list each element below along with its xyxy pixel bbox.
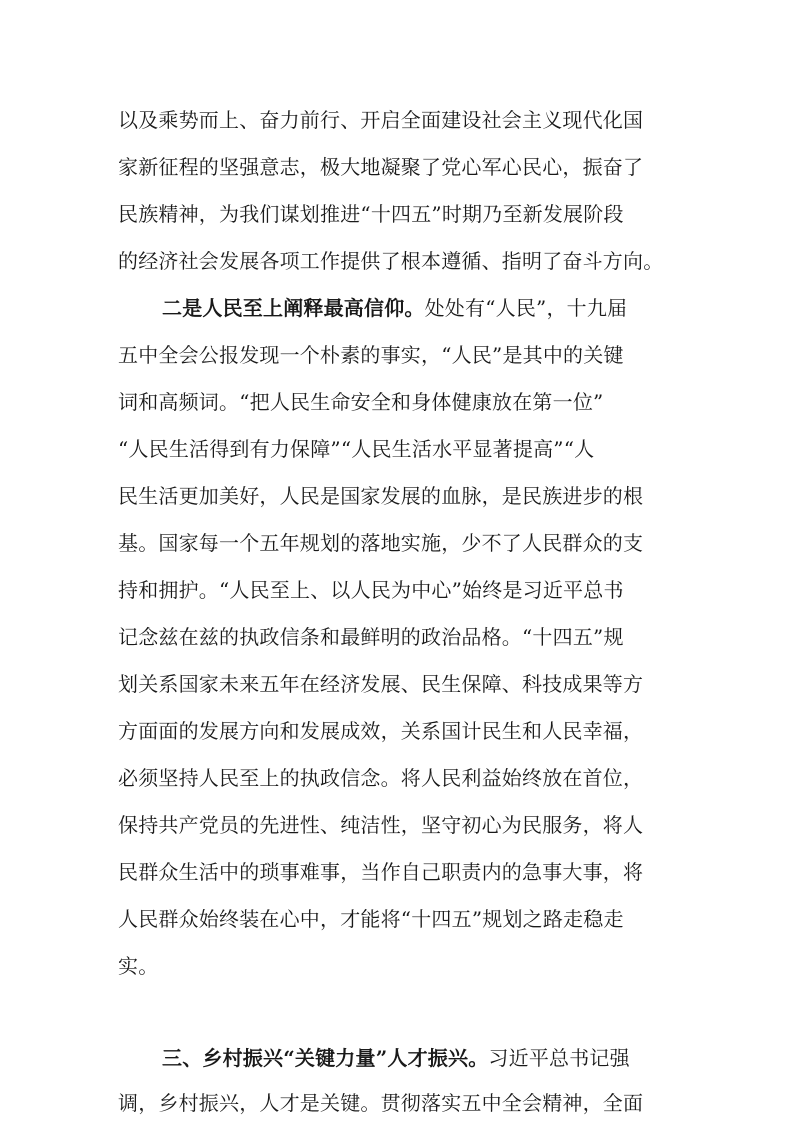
- paragraph-2-line-10: 方面面的发展方向和发展成效，关系国计民生和人民幸福，: [118, 719, 644, 743]
- paragraph-2-line-4: “人民生活得到有力保障”“人民生活水平显著提高”“人: [118, 437, 595, 461]
- paragraph-2-line-7: 持和拥护。“人民至上、以人民为中心”始终是习近平总书: [118, 578, 624, 602]
- paragraph-3-heading: 三、乡村振兴“关键力量”人才振兴。: [162, 1046, 489, 1070]
- paragraph-2-first-line: [162, 294, 688, 322]
- paragraph-2-line-13: 民群众生活中的琐事难事，当作自己职责内的急事大事，将: [118, 860, 644, 884]
- paragraph-2-line-9: 划关系国家未来五年在经济发展、民生保障、科技成果等方: [118, 672, 644, 696]
- paragraph-2-line-12: 保持共产党员的先进性、纯洁性，坚守初心为民服务，将人: [118, 813, 644, 837]
- paragraph-1-line-4: 的经济社会发展各项工作提供了根本遵循、指明了奋斗方向。: [118, 249, 664, 273]
- paragraph-2-line-5: 民生活更加美好，人民是国家发展的血脉，是民族进步的根: [118, 484, 644, 508]
- paragraph-2-heading: 二是人民至上阐释最高信仰。: [162, 296, 425, 320]
- paragraph-1-line-2: 家新征程的坚强意志，极大地凝聚了党心军心民心，振奋了: [118, 155, 644, 179]
- paragraph-2-line-14: 人民群众始终装在心中，才能将“十四五”规划之路走稳走: [118, 907, 624, 931]
- paragraph-2-first-line-text: 处处有“人民”，十九届: [424, 296, 628, 320]
- paragraph-2-line-11: 必须坚持人民至上的执政信念。将人民利益始终放在首位，: [118, 766, 644, 790]
- paragraph-2-line-3: 词和高频词。“把人民生命安全和身体健康放在第一位”: [118, 390, 604, 414]
- paragraph-2-line-8: 记念兹在兹的执政信条和最鲜明的政治品格。“十四五”规: [118, 625, 624, 649]
- paragraph-3-first-line-text: 习近平总书记强: [488, 1046, 630, 1070]
- paragraph-1-line-3: 民族精神，为我们谋划推进“十四五”时期乃至新发展阶段: [118, 202, 624, 226]
- paragraph-2-line-6: 基。国家每一个五年规划的落地实施，少不了人民群众的支: [118, 531, 644, 555]
- paragraph-2-line-2: 五中全会公报发现一个朴素的事实，“人民”是其中的关键: [118, 343, 624, 367]
- paragraph-3-first-line: [162, 1044, 688, 1072]
- paragraph-1-line-1: 以及乘势而上、奋力前行、开启全面建设社会主义现代化国: [118, 108, 644, 132]
- paragraph-3-line-2: 调，乡村振兴，人才是关键。贯彻落实五中全会精神，全面: [118, 1091, 644, 1115]
- paragraph-2-line-15: 实。: [118, 954, 159, 978]
